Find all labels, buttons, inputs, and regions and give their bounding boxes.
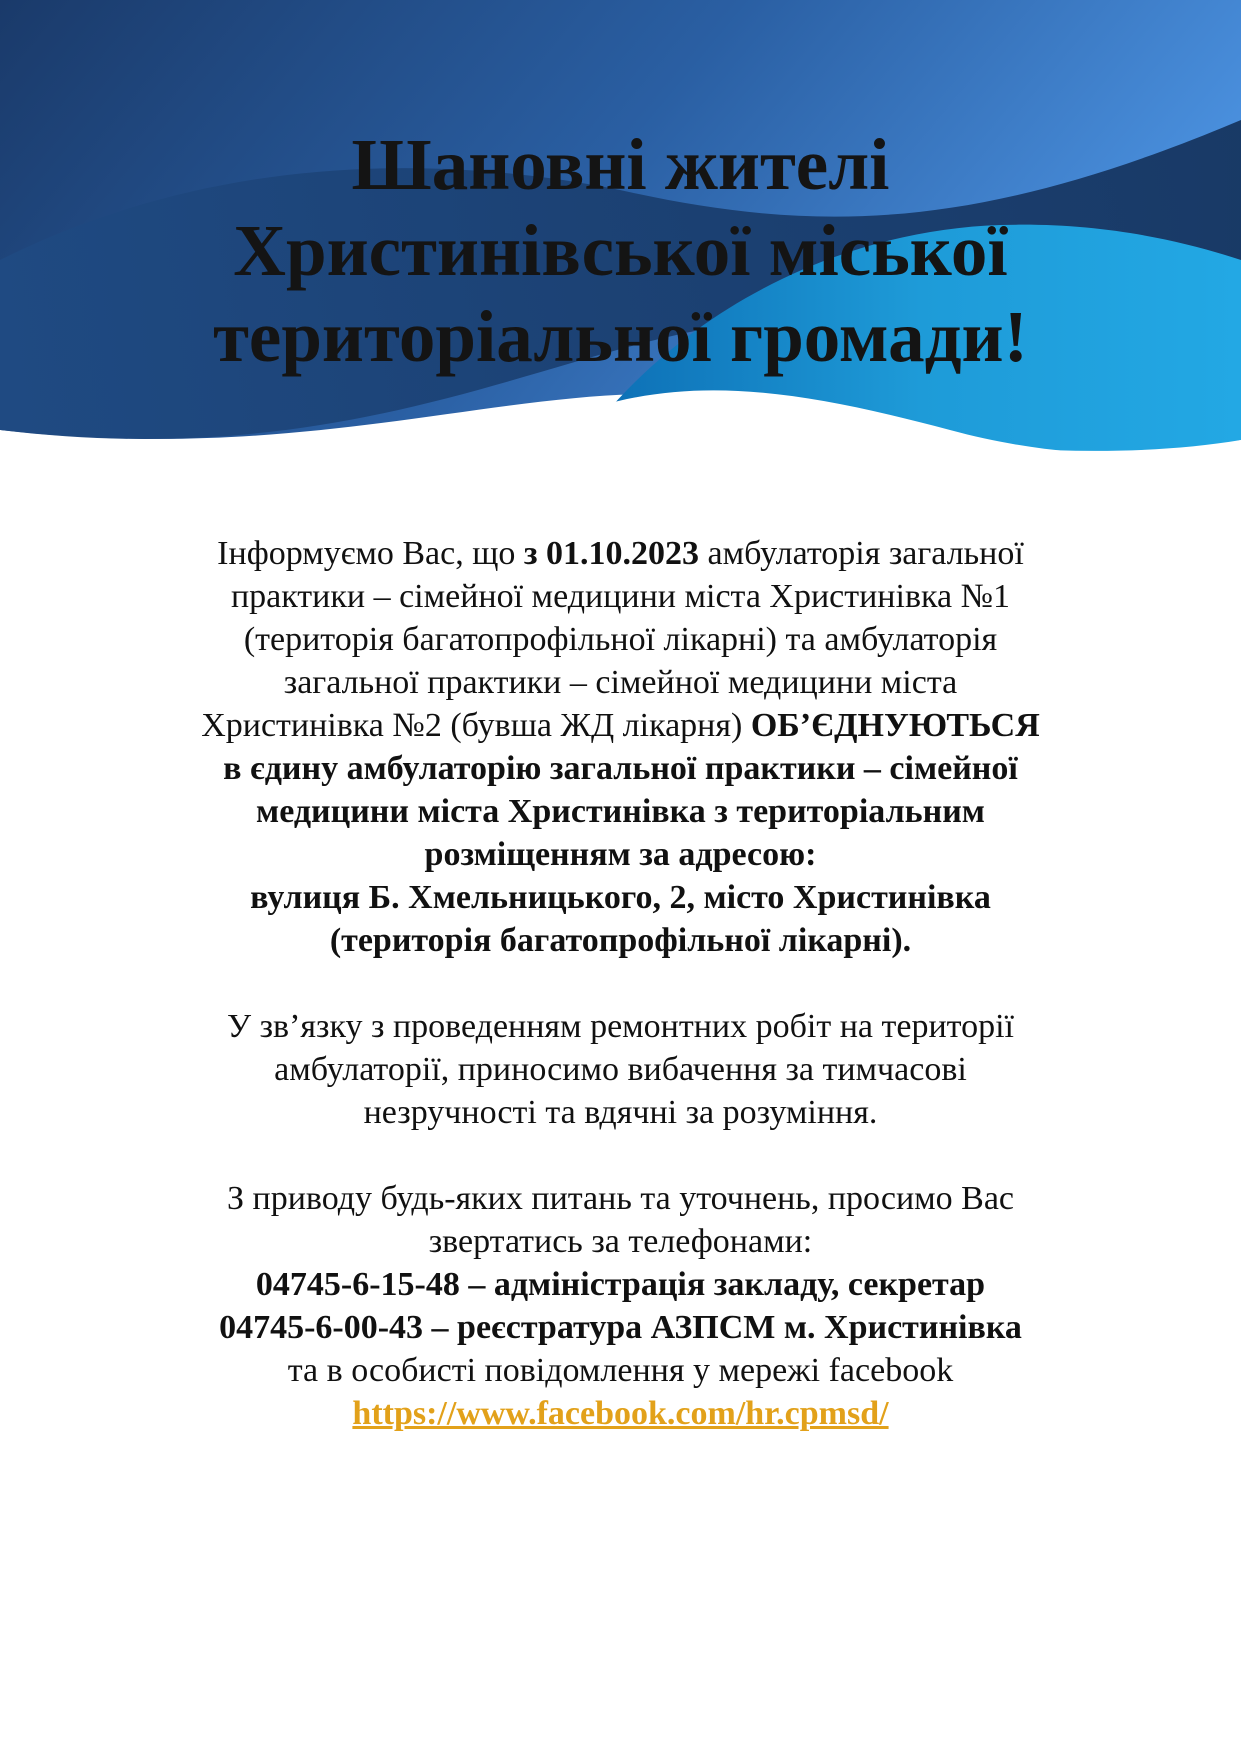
contacts-line: З приводу будь-яких питань та уточнень, просимо Вас bbox=[226, 1180, 1015, 1217]
apology-line: незручності та вдячні за розуміння. bbox=[363, 1094, 878, 1131]
announcement-line: практики – сімейної медицини міста Христинівка №1 bbox=[230, 578, 1011, 615]
contacts-paragraph bbox=[110, 1177, 1131, 1435]
announcement-line-bold: медицини міста Христинівка з територіальним bbox=[256, 793, 985, 830]
date-highlight: з 01.10.2023 bbox=[523, 535, 700, 572]
announcement-paragraph bbox=[110, 532, 1131, 962]
announcement-line-bold: в єдину амбулаторію загальної практики – сімейної bbox=[223, 750, 1018, 787]
announcement-line: (територія багатопрофільної лікарні) та амбулаторія bbox=[243, 621, 998, 658]
facebook-link-line bbox=[110, 1392, 1131, 1435]
apology-paragraph bbox=[110, 1005, 1131, 1134]
announcement-line: Інформуємо Вас, що з 01.10.2023 амбулаторія загальної bbox=[217, 535, 1024, 572]
apology-line: У зв’язку з проведенням ремонтних робіт на території bbox=[227, 1008, 1014, 1045]
page-title bbox=[0, 122, 1241, 380]
announcement-line: загальної практики – сімейної медицини міста bbox=[283, 664, 958, 701]
contacts-line: та в особисті повідомлення у мережі facebook bbox=[287, 1352, 954, 1389]
address-line: вулиця Б. Хмельницького, 2, місто Христинівка bbox=[250, 879, 991, 916]
title-line-3: територіальної громади! bbox=[213, 296, 1028, 377]
apology-line: амбулаторії, приносимо вибачення за тимчасові bbox=[274, 1051, 967, 1088]
title-line-2: Христинівської міської bbox=[233, 210, 1008, 291]
notice-body bbox=[110, 532, 1131, 1478]
announcement-line: Христинівка №2 (бувша ЖД лікарня) ОБ’ЄДНУЮТЬСЯ bbox=[201, 707, 1040, 744]
title-line-1: Шановні жителі bbox=[351, 124, 890, 205]
merge-highlight: ОБ’ЄДНУЮТЬСЯ bbox=[750, 707, 1040, 744]
facebook-link[interactable]: https://www.facebook.com/hr.cpmsd/ bbox=[352, 1395, 889, 1432]
address-line: (територія багатопрофільної лікарні). bbox=[329, 922, 912, 959]
announcement-line-bold: розміщенням за адресою: bbox=[424, 836, 817, 873]
phone-administration: 04745-6-15-48 – адміністрація закладу, секретар bbox=[255, 1266, 986, 1303]
contacts-line: звертатись за телефонами: bbox=[428, 1223, 813, 1260]
phone-registry: 04745-6-00-43 – реєстратура АЗПСМ м. Христинівка bbox=[219, 1309, 1022, 1346]
